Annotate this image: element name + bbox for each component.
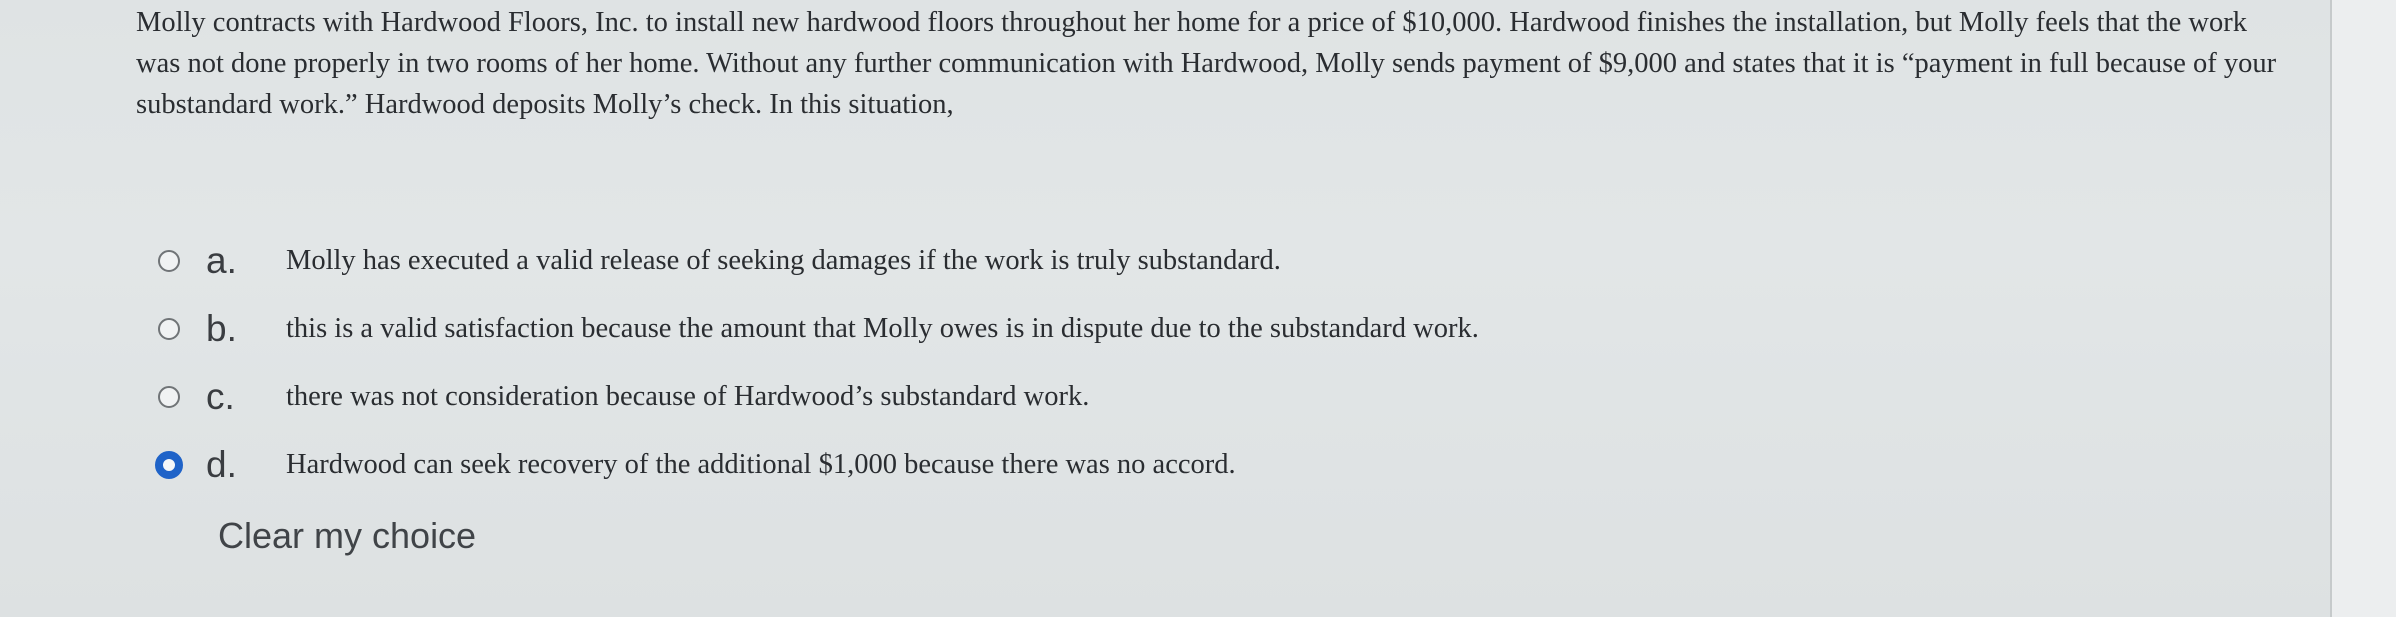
question-text: Molly contracts with Hardwood Floors, Inc. to install new hardwood floors throughout her home for a price of $10,000. Hardwood finishes the installation, but Molly feels that the work was not done properly in two rooms of her home. Without any further communication with Hardwood, Molly sends payment of $9,000 and states that it is “payment in full because of your substandard work.” Hardwood deposits Molly’s check. In this situation, xyxy=(136,7,2277,120)
option-letter-c: c. xyxy=(206,376,235,417)
radio-button-a[interactable] xyxy=(158,250,180,272)
option-letter-b: b. xyxy=(206,308,237,349)
radio-button-c[interactable] xyxy=(158,386,180,408)
option-b[interactable] xyxy=(158,295,1479,363)
option-d[interactable] xyxy=(158,431,1479,499)
option-text-c: there was not consideration because of Hardwood’s substandard work. xyxy=(286,381,1090,412)
radio-button-d-selected[interactable] xyxy=(155,451,183,479)
right-margin xyxy=(2332,0,2396,617)
option-text-a: Molly has executed a valid release of seeking damages if the work is truly substandard. xyxy=(286,245,1281,276)
answer-options xyxy=(158,227,1479,499)
clear-choice-link[interactable]: Clear my choice xyxy=(218,515,477,556)
option-text-d: Hardwood can seek recovery of the additional $1,000 because there was no accord. xyxy=(286,449,1236,480)
option-a[interactable] xyxy=(158,227,1479,295)
option-text-b: this is a valid satisfaction because the amount that Molly owes is in dispute due to the substandard work. xyxy=(286,313,1479,344)
option-c[interactable] xyxy=(158,363,1479,431)
option-letter-d: d. xyxy=(206,444,237,485)
option-letter-a: a. xyxy=(206,240,237,281)
radio-button-b[interactable] xyxy=(158,318,180,340)
